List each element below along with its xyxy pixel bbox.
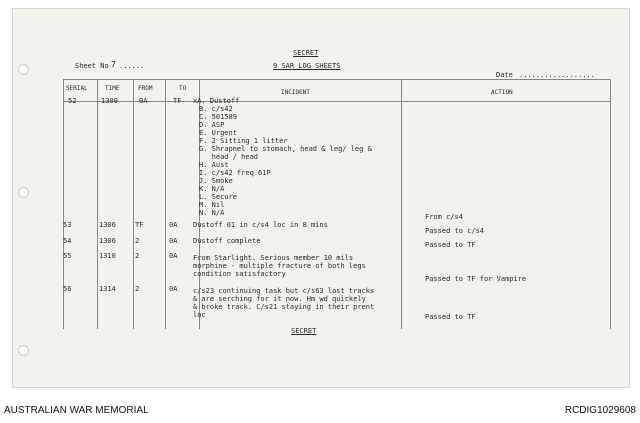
- classification-top: SECRET: [293, 49, 319, 57]
- entry-55-incident-1: From Starlight. Serious member 10 mils: [193, 254, 354, 262]
- entry-52-incident-6: F. 2 Sitting 1 litter: [199, 137, 288, 145]
- punch-hole-middle: [18, 187, 29, 198]
- entry-55-action: Passed to TF for Vampire: [425, 275, 527, 283]
- entry-52-incident-9: H. Aust: [199, 161, 229, 169]
- entry-52-serial: 52: [68, 97, 77, 105]
- entry-56-incident-1: c/s23 continuing task but c/s63 lost tracks: [193, 287, 375, 295]
- entry-52-incident-11: J. Smoke: [199, 177, 233, 185]
- sheet-no-label: Sheet No: [75, 62, 109, 70]
- entry-53-serial: 53: [63, 221, 72, 229]
- caption-institution: AUSTRALIAN WAR MEMORIAL: [4, 405, 149, 416]
- entry-56-incident-2: & are serching for it now. Hm wd quickely: [193, 295, 366, 303]
- log-sheet-page: [12, 8, 630, 388]
- entry-52-incident-5: E. Urgent: [199, 129, 237, 137]
- entry-54-to: 0A: [169, 237, 178, 245]
- col-header-from: FROM: [138, 85, 153, 92]
- entry-55-incident-2: morphine - multiple fracture of both legs: [193, 262, 366, 270]
- caption-record-id: RCDIG1029608: [564, 405, 636, 416]
- entry-52-incident-13: L. Secure: [199, 193, 237, 201]
- col-header-time: TIME: [105, 85, 120, 92]
- entry-56-time: 1314: [99, 285, 116, 293]
- entry-54-incident: Dustoff complete: [193, 237, 261, 245]
- entry-52-incident-7: G. Shrapnel to stomach, head & leg/ leg &: [199, 145, 372, 153]
- entry-52-incident-12: K. N/A: [199, 185, 225, 193]
- entry-55-incident-3: condition satisfactory: [193, 270, 286, 278]
- entry-56-from: 2: [135, 285, 140, 293]
- sheet-no-value: 7: [111, 60, 116, 69]
- entry-53-to: 0A: [169, 221, 178, 229]
- entry-52-incident-10: I. c/s42 freq 61P: [199, 169, 271, 177]
- date-label: Date: [496, 71, 513, 79]
- col-rule-incident: [401, 79, 402, 329]
- sheet-no-dots: ......: [119, 62, 145, 70]
- col-header-incident: INCIDENT: [281, 89, 310, 96]
- entry-55-time: 1310: [99, 252, 116, 260]
- entry-54-from: 2: [135, 237, 140, 245]
- entry-56-action: Passed to TF: [425, 313, 476, 321]
- entry-52-time: 1300: [101, 97, 118, 105]
- entry-56-to: 0A: [169, 285, 178, 293]
- punch-hole-top: [18, 64, 29, 75]
- col-rule-serial: [97, 79, 98, 329]
- entry-53-time: 1306: [99, 221, 116, 229]
- entry-55-from: 2: [135, 252, 140, 260]
- entry-53-incident: Dustoff 01 in c/s4 loc in 8 mins: [193, 221, 328, 229]
- entry-53-action: Passed to c/s4: [425, 227, 485, 235]
- date-dots: ..................: [519, 71, 595, 79]
- entry-54-action: Passed to TF: [425, 241, 476, 249]
- entry-52-incident-3: C. 501589: [199, 113, 237, 121]
- col-rule-from: [165, 79, 166, 329]
- entry-54-serial: 54: [63, 237, 72, 245]
- entry-52-incident-1: xA. Dustoff: [193, 97, 240, 105]
- entry-52-incident-8: head / head: [199, 153, 259, 161]
- table-top-rule: [63, 79, 611, 80]
- log-title: 9 SAR LOG SHEETS: [273, 62, 341, 70]
- entry-52-incident-2: B. c/s42: [199, 105, 233, 113]
- entry-52-action: From c/s4: [425, 213, 463, 221]
- col-header-serial: SERIAL: [66, 85, 88, 92]
- entry-52-incident-4: D. ASP: [199, 121, 225, 129]
- entry-55-serial: 55: [63, 252, 72, 260]
- punch-hole-bottom: [18, 345, 29, 356]
- entry-56-incident-4: loc: [193, 311, 206, 319]
- col-header-action: ACTION: [491, 89, 513, 96]
- entry-56-serial: 56: [63, 285, 72, 293]
- entry-52-to: TF: [173, 97, 182, 105]
- entry-54-time: 1306: [99, 237, 116, 245]
- entry-52-incident-14: M. Nil: [199, 201, 225, 209]
- archive-caption: [0, 405, 640, 423]
- entry-52-incident-15: N. N/A: [199, 209, 225, 217]
- entry-55-to: 0A: [169, 252, 178, 260]
- table-right-rule: [610, 79, 611, 329]
- classification-bottom: SECRET: [291, 327, 317, 335]
- entry-53-from: TF: [135, 221, 144, 229]
- entry-56-incident-3: & broke track. C/s21 staying in their prent: [193, 303, 375, 311]
- col-header-to: TO: [179, 85, 187, 92]
- col-rule-time: [133, 79, 134, 329]
- entry-52-from: 0A: [139, 97, 148, 105]
